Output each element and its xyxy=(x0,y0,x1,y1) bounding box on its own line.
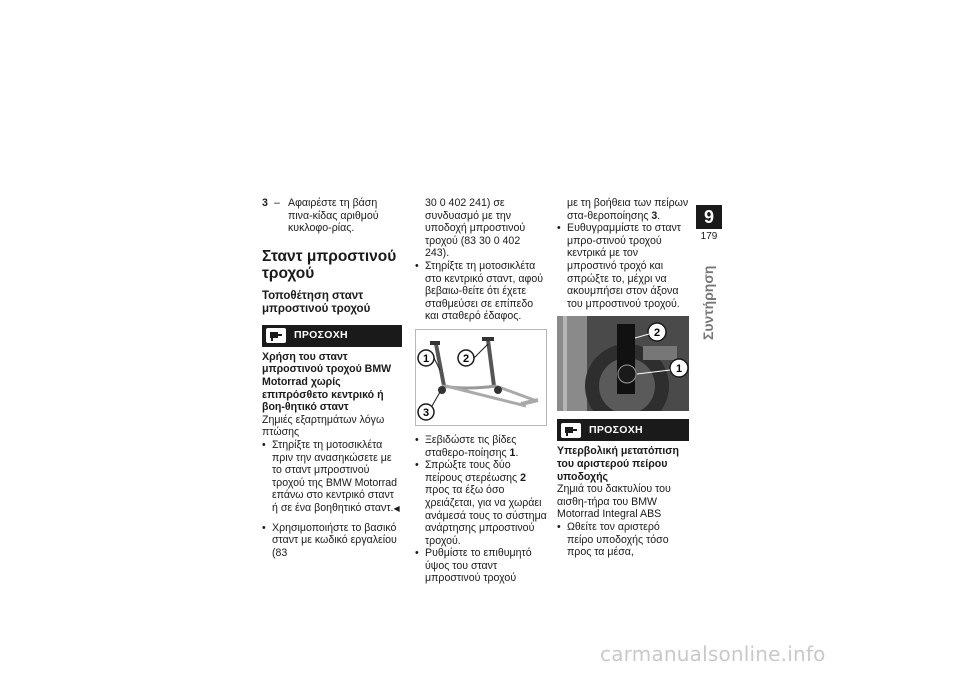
instruction-bullets xyxy=(415,260,547,323)
list-item: • Ωθείτε τον αριστερό πείρο υποδοχής τόσο προς τα μέσα, xyxy=(557,521,689,559)
warning-label: ΠΡΟΣΟΧΗ xyxy=(294,329,348,342)
warning-bullets xyxy=(262,439,402,516)
warning-title: Υπερβολική μετατόπιση του αριστερού πείρου υποδοχής xyxy=(557,445,679,483)
list-item xyxy=(262,439,402,516)
step-3 xyxy=(262,197,402,235)
front-wheel-stand-illustration xyxy=(416,330,546,425)
list-item: • Χρησιμοποιήστε το βασικό σταντ με κωδικό εργαλείου (83 xyxy=(262,522,402,560)
bullet-text-end: . xyxy=(515,446,519,459)
watermark: carmanualsonline.info xyxy=(600,642,826,666)
continued-text: 30 0 402 241) σε συνδυασμό με την υποδοχή μπροστινού τροχού (83 30 0 402 243). xyxy=(425,197,526,260)
figure-callout-1: 1 xyxy=(422,352,430,365)
reference-number: 2 xyxy=(520,471,526,484)
figure-callout-2: 2 xyxy=(462,352,470,365)
warning-banner-2 xyxy=(557,419,689,441)
instruction-bullets xyxy=(262,522,402,560)
instruction-bullets-2 xyxy=(415,434,547,585)
list-item: • Ρυθμίστε το επιθυμητό ύψος του σταντ μπροστινού τροχού xyxy=(415,547,547,585)
photo-callout-1: 1 xyxy=(675,363,683,376)
bullet-text: Σπρώξτε τους δύο πείρους στερέωσης xyxy=(425,459,521,484)
warning-bullets xyxy=(557,521,689,559)
subsection-title: Τοποθέτηση σταντ μπροστινού τροχού xyxy=(262,289,371,316)
figure-callout-3: 3 xyxy=(422,406,430,419)
end-mark-icon: ◀ xyxy=(393,503,400,513)
step-dash: – xyxy=(274,197,280,209)
warning-text: Ζημιές εξαρτημάτων λόγω πτώσης xyxy=(262,413,385,439)
chapter-number: 9 xyxy=(696,205,722,229)
continued-text-body: με τη βοήθεια των πείρων στα-θεροποίησης xyxy=(567,197,689,222)
reference-number: 3 xyxy=(651,209,658,222)
photo-callout-2: 2 xyxy=(653,327,661,340)
column-2 xyxy=(415,197,547,585)
bullet-text: Ξεβιδώστε τις βίδες σταθερο-ποίησης xyxy=(425,433,517,459)
front-wheel-axle-photo xyxy=(557,316,689,411)
warning-title: Χρήση του σταντ μπροστινού τροχού BMW Motorrad χωρίς επιπρόσθετο κεντρικό ή βοη-θητικό σταντ xyxy=(262,350,392,414)
instruction-bullets xyxy=(557,222,689,310)
continued-text-end: . xyxy=(657,209,661,222)
list-item xyxy=(415,434,547,459)
bullet-text: Στηρίξτε τη μοτοσικλέτα πριν την ανασηκώσετε με το σταντ μπροστινού τροχού της BMW Motorrad επάνω στο κεντρικό σταντ ή σε ένα βοηθητικό σταντ. xyxy=(272,438,398,514)
section-title: Σταντ μπροστινού τροχού xyxy=(262,247,397,282)
warning-label: ΠΡΟΣΟΧΗ xyxy=(589,424,643,437)
list-item: • Στηρίξτε τη μοτοσικλέτα στο κεντρικό σταντ, αφού βεβαιω-θείτε ότι έχετε σταθμεύσει σε επίπεδο και σταθερό έδαφος. xyxy=(415,260,547,323)
stand-figure xyxy=(415,329,547,426)
list-item: • Ευθυγραμμίστε το σταντ μπρο-στινού τροχού κεντρικά με τον μπροστινό τροχό και σπρώξτε το, μέχρι να ακουμπήσει στον άξονα του μπροστινού τροχού. xyxy=(557,222,689,310)
column-3 xyxy=(557,197,689,559)
chapter-tab xyxy=(696,205,722,242)
wheel-photo xyxy=(557,316,689,411)
page-number: 179 xyxy=(700,231,718,242)
list-item xyxy=(415,459,547,547)
chapter-title: Συντήρηση xyxy=(700,265,716,340)
reference-number: 1 xyxy=(509,446,516,459)
warning-text: Ζημιά του δακτυλίου του αισθη-τήρα του BMW Motorrad Integral ABS xyxy=(557,483,671,521)
step-text: Αφαιρέστε τη βάση πινα-κίδας αριθμού κυκλοφο-ρίας. xyxy=(288,197,379,235)
column-1 xyxy=(262,197,402,559)
continued-text xyxy=(557,197,689,222)
warning-banner xyxy=(262,325,402,347)
step-number: 3 xyxy=(262,197,268,209)
warning-icon xyxy=(561,423,581,438)
bullet-text-end: προς τα έξω όσο χρειάζεται, για να χωράει ανάμεσά τους το σύστημα ανάρτησης μπροστινού τροχού. xyxy=(425,484,547,547)
warning-icon xyxy=(266,328,286,343)
